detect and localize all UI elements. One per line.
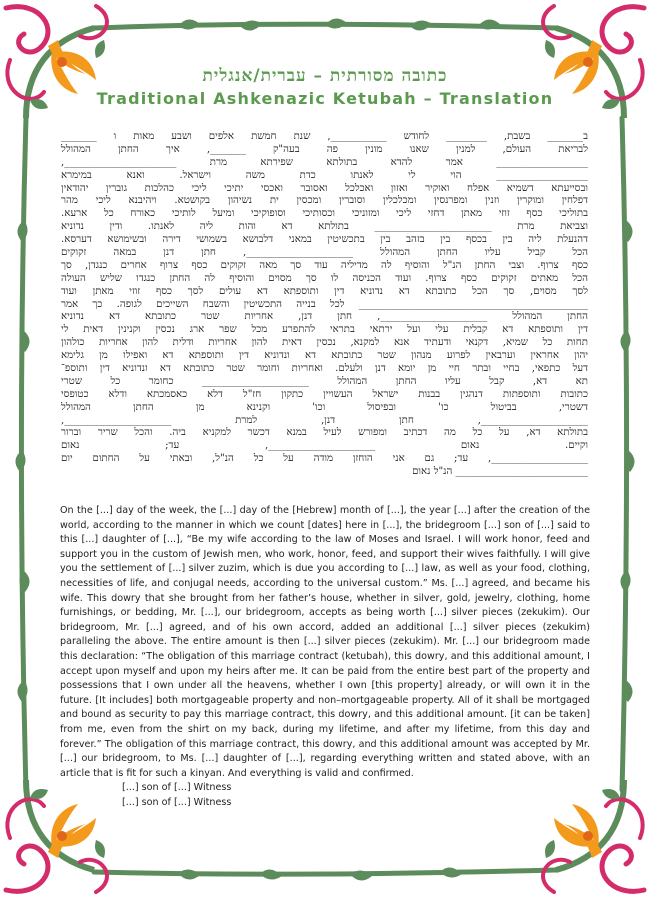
hebrew-line: _____________________________________________ לכל בנייה התכשיטין והשבח השייכים לגופה. כך אמר xyxy=(61,298,588,310)
hebrew-line: דעל כתפאי, בחיי ובתר חיי מן יומא דנן ולעלם. ואחריות וחומר שטר כתובתא דא ונדוניא דין ותוספ־ xyxy=(61,363,588,375)
title-english: Traditional Ashkenazic Ketubah – Translation xyxy=(96,89,554,108)
hebrew-line: תא דא, קבל עליו החתן המהולל _____________________ כחומר כל שטרי xyxy=(61,375,588,387)
hebrew-line: בתוליכי כסף זוזי מאתן דחזי ליכי ומזוניכי וכסותיכי וסופוקיכי ומיעל לותיכי כאורח כל ארעא. xyxy=(61,208,588,220)
english-translation xyxy=(60,504,590,810)
hebrew-line: _____________________, חתן דנן, למרת _____________________, xyxy=(61,414,588,426)
witness-line-1: [...] son of [...] Witness xyxy=(122,782,232,794)
hebrew-line: ___________________, עד; גם אני הוחזן מודה על כל הנ"ל, ובאתי על החתום יום xyxy=(61,453,588,465)
title-hebrew: כתובה מסורתית – עברית/אנגלית xyxy=(202,66,448,86)
english-paragraph: On the [...] day of the week, the [...] day of the [Hebrew] month of [...], the year [...] after the creation of the world, according to the manner in which we count [dates] here in [...], the bridegroom [...] son of [...] said to this [...] daughter of [...], “Be my wife according to the law of Moses and Israel. I will work honor, feed and support you in the custom of Jewish men, who work, honor, feed, and support their wives faithfully. I will give you the settlement of [...] silver zuzim, which is due you according to [...] law, as well as your food, clothing, necessities of life, and conjugal needs, according to the universal custom.” Ms. [...] agreed, and became his wife. This dowry that she brought from her father’s house, whether in silver, gold, jewelry, clothing, home furnishings, or bedding, Mr. [...], our bridegroom, accepts as being worth [...] silver pieces (zekukim). Our bridegroom, Mr. [...] agreed, and of his own accord, added an additional [...] silver pieces (zekukim) paralleling the above. The entire amount is then [...] silver pieces (zekukim). Mr. [...] our bridegroom made this declaration: “The obligation of this marriage contract (ketubah), this dowry, and this additional amount, I accept upon myself and upon my heirs after me. It can be paid from the entire best part of the property and possessions that I own under all the heavens, whether I own [this property] already, or will own it in the future. [It includes] both mortgageable property and non–mortgageable property. All of it shall be mortgaged and bound as security to pay this marriage contract, this dowry, and this additional amount. [it can be taken] from me, even from the shirt on my back, during my lifetime, and after my lifetime, from this day and forever.” The obligation of this marriage contract, this dowry, and this additional amount was accepted by Mr. [...] our bridegroom, to Ms. [...] daughter of [...], regarding everything written and stated above, with an article that is fit for such a kinyan. And everything is valid and confirmed. xyxy=(60,505,590,779)
hebrew-line: בתולתא דא, על כל מה דכתיב ומפורש לעיל במנא דכשר למקניא ביה. והכל שריר וברור xyxy=(61,427,588,439)
hebrew-line: __________________ אמר להדא בתולתא שפירתא מרת ______________________, xyxy=(61,156,588,168)
hebrew-line: __________________________ הנ"ל נאום xyxy=(412,466,588,478)
border-vine-bottom xyxy=(94,870,556,874)
hebrew-line: לבריאת העולם, למנין שאנו מונין פה בעה"ק _______, איך החתן המהולל xyxy=(61,143,588,155)
hebrew-line: דין ותוספתא דא קבלית עלי ועל ירתאי בתראי להתפרע מכל שפר ארג נכסין וקנינין דאית לי xyxy=(61,324,588,336)
hebrew-line: דהנעלת ליה בין בכסף בין בזהב בין בתכשיטין במאני דלבושא בשמושי דירה ובשימושא דערסא. xyxy=(61,234,588,246)
hebrew-line: לסך מסוים, סך הכל כתובתא דא נדוניא דין ותוספתא דא עולים לסך כסף זוזי מאתן ועוד xyxy=(61,285,588,297)
hebrew-line: __________________ הוי לי לאנתו כדת משה וישראל. ואנא במימרא xyxy=(61,169,588,181)
hebrew-line: החתן המהולל _____________________, חתן דנן, אחריות שטר כתובתא דא נדוניא xyxy=(61,311,588,323)
hebrew-line: יהון אחראין וערבאין לפרוע מנהון שטר כתובתא דא ונדוניא דין ותוספתא דא ואפילו מן גלימא xyxy=(61,350,588,362)
hebrew-line: וצביאת מרת _______________________ בתולתא דא והות ליה לאנתו. ודין נדוניא xyxy=(61,221,588,233)
hebrew-ketubah-text xyxy=(61,131,588,479)
hebrew-line: וקיים. נאום _____________________, עד; נאום xyxy=(61,440,588,452)
hebrew-line: הכל מאתים זקוקים כסף צרוף. ועוד הכניסה לו סך מסוים והוסיף לה החתן כנגדו שליש העולה xyxy=(61,272,588,284)
hebrew-line: כסף צרוף. וצבי החתן הנ"ל והוסיף לה מדיליה עוד סך מאה זקוקים כסף צרוף אחרים כנגדן, סך xyxy=(61,259,588,271)
hebrew-line: ובסייעתא דשמיא אפלח ואוקיר ואזון ואכלכל ואסובר ואכסי יתיכי ליכי כהלכות גוברין יהודאין xyxy=(61,182,588,194)
hebrew-line: ב_______ בשבת, ________ לחודש ___________, שנת חמשת אלפים ושבע מאות ו _______ xyxy=(61,131,588,142)
hebrew-line: דפלחין ומוקרין וזנין ומפרנסין ומכלכלין וסוברין ומכסין ית נשיהון בקושטא. ויהיבנא ליכי מהר xyxy=(61,195,588,207)
hebrew-line: דשטרי, בביטול כו' ובפיסול וכו' וקנינא מן החתן המהולל xyxy=(61,401,588,413)
hebrew-line: כתובות ותוספתות דנהגין בבנות ישראל העשויין כתקון חז"ל דלא כאסמכתא ודלא כטופסי xyxy=(61,388,588,400)
witness-line-2: [...] son of [...] Witness xyxy=(122,796,232,808)
hebrew-line: הכל קביל עליו החתן המהולל _____________________, חתן דנן במאה זקוקים xyxy=(61,247,588,259)
hebrew-line: תחות כל שמיא, דקנאי ודעתיד אנא למקנא, נכסין דאית להון אחריות ודלית להון אחריות כולהון xyxy=(61,337,588,349)
